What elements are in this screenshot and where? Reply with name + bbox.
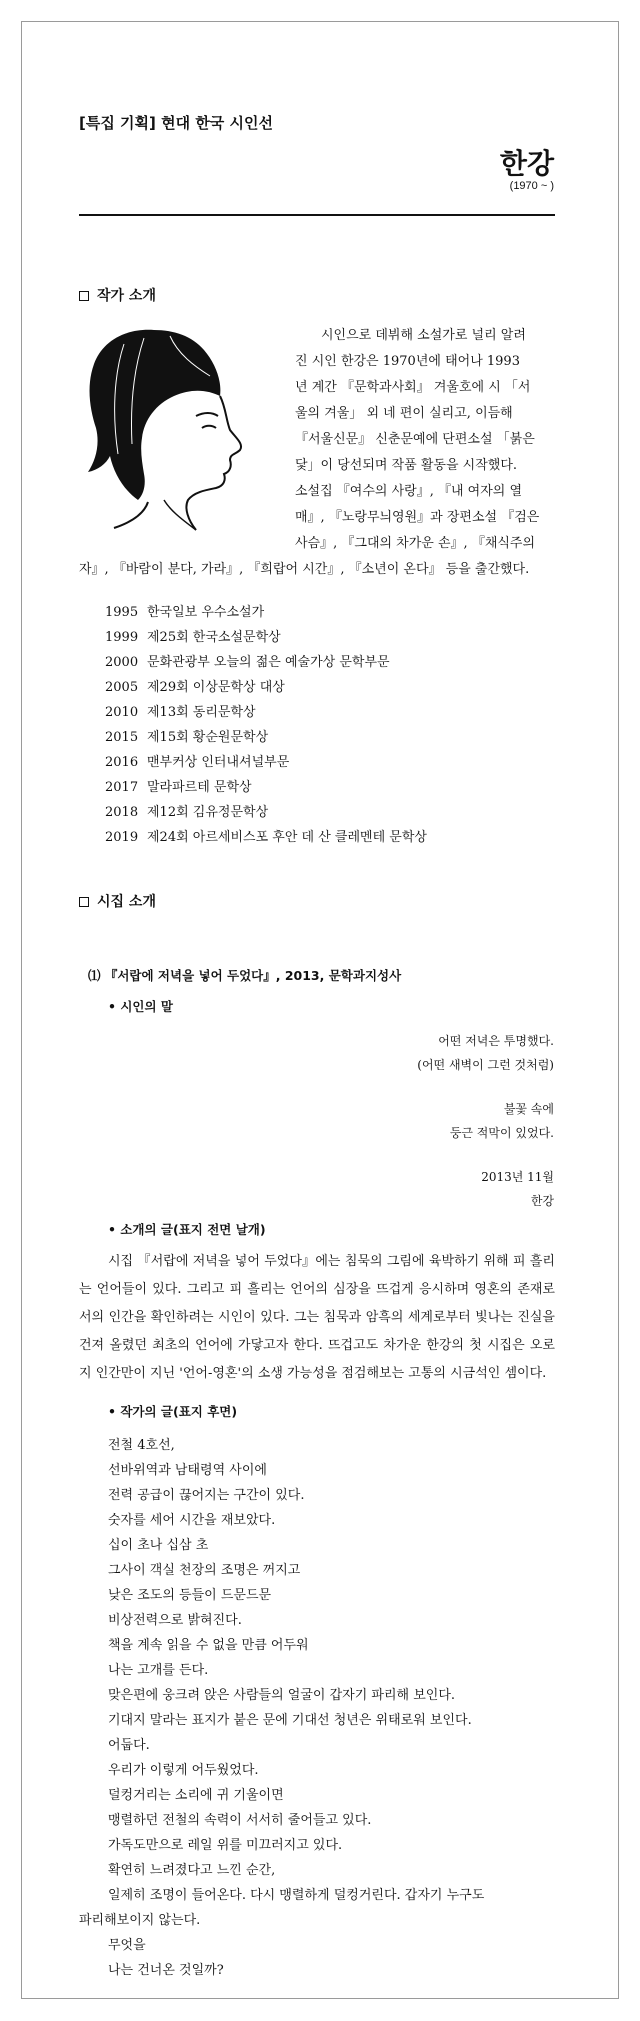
awards-list bbox=[105, 600, 427, 850]
back-cover-poem bbox=[79, 1433, 485, 1983]
poem-line: 전철 4호선, bbox=[108, 1438, 175, 1453]
award-item: 2005 제29회 이상문학상 대상 bbox=[105, 680, 285, 695]
poet-years: (1970 ~ ) bbox=[509, 180, 554, 192]
poem-line: 기대지 말라는 표지가 붙은 문에 기대선 청년은 위태로워 보인다. bbox=[108, 1713, 472, 1728]
checkbox-square-icon bbox=[79, 897, 89, 907]
bio-line: 년 계간 『문학과사회』 겨울호에 시 「서 bbox=[295, 380, 531, 395]
poem-line: 일제히 조명이 들어온다. 다시 맹렬하게 덜컹거린다. 갑자기 누구도 bbox=[108, 1888, 485, 1903]
bio-line: 진 시인 한강은 1970년에 태어나 1993 bbox=[295, 354, 520, 369]
poem-line: 파리해보이지 않는다. bbox=[79, 1913, 201, 1928]
award-item: 2000 문화관광부 오늘의 젊은 예술가상 문학부문 bbox=[105, 655, 390, 670]
poem-line: 무엇을 bbox=[108, 1938, 146, 1953]
document-page bbox=[21, 21, 619, 1999]
poem-line: 선바위역과 남태령역 사이에 bbox=[108, 1463, 267, 1478]
award-item: 1995 한국일보 우수소설가 bbox=[105, 605, 265, 620]
front-flap-text: 시집 『서랍에 저녁을 넣어 두었다』에는 침묵의 그림에 육박하기 위해 피 흘리는 언어들이 있다. 그리고 피 흘리는 언어의 심장을 뜨겁게 응시하며 영혼의 존재로서의 인간을 확인하려는 시인이 있다. 그는 침묵과 암흑의 세계로부터 빛나는 진실을 건져 올렸던 최초의 언어에 가닿고자 한다. 뜨겁고도 차가운 한강의 첫 시집은 오로지 인간만이 지닌 '언어-영혼'의 소생 가능성을 점검해보는 고통의 시금석인 셈이다. bbox=[79, 1254, 555, 1381]
poem-line: 그사이 객실 천장의 조명은 꺼지고 bbox=[108, 1563, 301, 1578]
poet-words-date: 2013년 11월 bbox=[481, 1170, 554, 1184]
poet-words-line: 둥근 적막이 있었다. bbox=[449, 1126, 554, 1140]
poem-line: 덜컹거리는 소리에 귀 기울이면 bbox=[108, 1788, 284, 1803]
poet-words-heading: • 시인의 말 bbox=[108, 999, 173, 1014]
front-flap-heading: • 소개의 글(표지 전면 날개) bbox=[108, 1222, 266, 1237]
poet-words-line: 불꽃 속에 bbox=[503, 1102, 554, 1116]
poem-line: 나는 건너온 것일까? bbox=[108, 1963, 224, 1978]
poem-line: 맹렬하던 전철의 속력이 서서히 줄어들고 있다. bbox=[108, 1813, 372, 1828]
poem-line: 확연히 느려졌다고 느낀 순간, bbox=[108, 1863, 276, 1878]
bio-line: 매』, 『노랑무늬영원』과 장편소설 『검은 bbox=[295, 510, 540, 525]
poem-line: 가독도만으로 레일 위를 미끄러지고 있다. bbox=[108, 1838, 343, 1853]
award-item: 2016 맨부커상 인터내셔널부문 bbox=[105, 755, 290, 770]
poem-line: 전력 공급이 끊어지는 구간이 있다. bbox=[108, 1488, 305, 1503]
book-heading: ⑴ 『서랍에 저녁을 넣어 두었다』, 2013, 문학과지성사 bbox=[88, 968, 402, 983]
poem-line: 나는 고개를 든다. bbox=[108, 1663, 209, 1678]
section-heading-author: 작가 소개 bbox=[79, 285, 156, 305]
title-divider bbox=[79, 214, 555, 216]
poem-line: 맞은편에 웅크려 앉은 사람들의 얼굴이 갑자기 파리해 보인다. bbox=[108, 1688, 456, 1703]
poem-line: 어둡다. bbox=[108, 1738, 150, 1753]
award-item: 1999 제25회 한국소설문학상 bbox=[105, 630, 281, 645]
award-item: 2017 말라파르테 문학상 bbox=[105, 780, 252, 795]
poet-name: 한강 bbox=[499, 147, 554, 180]
bio-line: 『서울신문』 신춘문예에 단편소설 「붉은 bbox=[295, 432, 535, 447]
back-cover-heading: • 작가의 글(표지 후면) bbox=[108, 1404, 238, 1419]
poet-words-signature: 한강 bbox=[530, 1194, 554, 1208]
poem-line: 책을 계속 읽을 수 없을 만큼 어두워 bbox=[108, 1638, 309, 1653]
award-item: 2019 제24회 아르세비스포 후안 데 산 클레멘테 문학상 bbox=[105, 830, 427, 845]
award-item: 2010 제13회 동리문학상 bbox=[105, 705, 256, 720]
poem-line: 우리가 이렇게 어두웠었다. bbox=[108, 1763, 259, 1778]
bio-line: 시인으로 데뷔해 소설가로 널리 알려 bbox=[321, 328, 526, 343]
poet-words-line: (어떤 새벽이 그런 것처럼) bbox=[417, 1058, 554, 1072]
poem-line: 숫자를 세어 시간을 재보았다. bbox=[108, 1513, 276, 1528]
poem-line: 비상전력으로 밝혀진다. bbox=[108, 1613, 242, 1628]
poet-words-line: 어떤 저녁은 투명했다. bbox=[438, 1034, 554, 1048]
poem-line: 십이 초나 십삼 초 bbox=[108, 1538, 209, 1553]
bio-line: 닻」이 당선되며 작품 활동을 시작했다. bbox=[295, 458, 518, 473]
award-item: 2018 제12회 김유정문학상 bbox=[105, 805, 269, 820]
section-heading-collection: 시집 소개 bbox=[79, 891, 156, 911]
bio-line: 사슴』, 『그대의 차가운 손』, 『채식주의 bbox=[295, 536, 536, 551]
award-item: 2015 제15회 황순원문학상 bbox=[105, 730, 269, 745]
bio-line: 자』, 『바람이 분다, 가라』, 『희랍어 시간』, 『소년이 온다』 등을 출간했다. bbox=[79, 562, 530, 577]
checkbox-square-icon bbox=[79, 291, 89, 301]
bio-line: 소설집 『여수의 사랑』, 『내 여자의 열 bbox=[295, 484, 523, 499]
series-title: [특집 기획] 현대 한국 시인선 bbox=[79, 114, 273, 132]
bio-line: 울의 겨울」 외 네 편이 실리고, 이듬해 bbox=[295, 406, 513, 421]
woman-profile-portrait-icon bbox=[84, 324, 282, 532]
poem-line: 낮은 조도의 등들이 드문드문 bbox=[108, 1588, 272, 1603]
